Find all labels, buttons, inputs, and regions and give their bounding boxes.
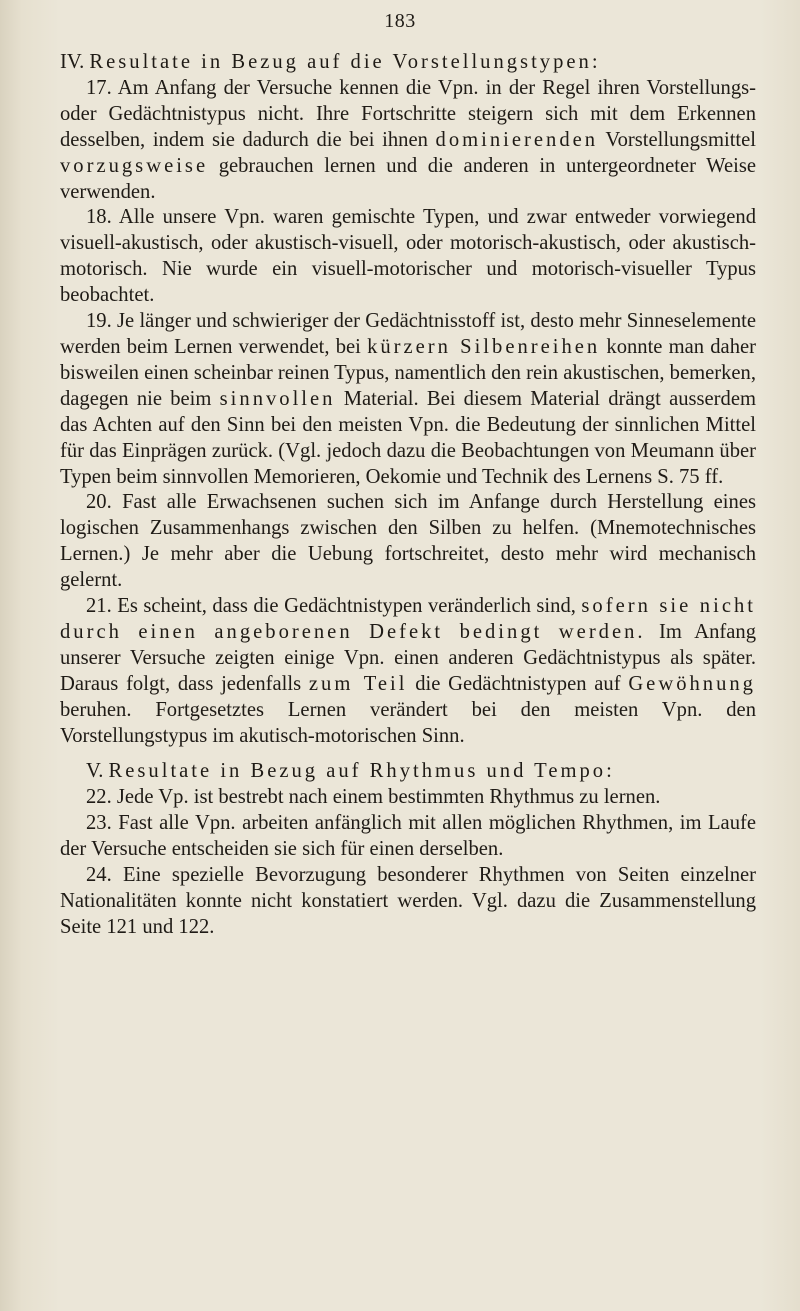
emphasis-kuerzern-silbenreihen: kürzern Silbenreihen [367, 335, 601, 358]
paragraph-24-number: 24. [86, 864, 112, 887]
paragraph-17: 17. Am Anfang der Versuche kennen die Vpn. in der Regel ihren Vorstellungs- oder Gedächtnistypus nicht. Ihre Fortschritte steigern sich mit dem Erkennen desselben, indem sie dadurch die bei ihnen dominierenden Vorstellungsmittel vorzugsweise gebrauchen lernen und die anderen in untergeordneter Weise verwenden. [60, 76, 757, 203]
emphasis-zum-teil: zum Teil [308, 672, 408, 695]
emphasis-gewoehnung: Gewöhnung [628, 672, 756, 695]
section-v-numeral: V. [86, 760, 104, 783]
section-v-title: Resultate in Bezug auf Rhythmus und Tempo: [108, 760, 615, 783]
paragraph-21-number: 21. [86, 595, 112, 618]
paragraph-18-number: 18. [86, 206, 112, 229]
paragraph-23-number: 23. [86, 812, 112, 835]
paragraph-20: 20. Fast alle Erwachsenen suchen sich im Anfange durch Herstellung eines logischen Zusammenhangs zwischen den Silben zu helfen. (Mnemotechnisches Lernen.) Je mehr aber die Uebung fortschreitet, desto mehr wird mechanisch gelernt. [60, 491, 756, 592]
section-v-heading [60, 759, 756, 785]
paragraph-23: 23. Fast alle Vpn. arbeiten anfänglich mit allen möglichen Rhythmen, im Laufe der Versuche entscheiden sie sich für einen derselben. [60, 812, 756, 861]
emphasis-angeborenen-defekt: sofern sie nicht durch einen angeborenen Defekt bedingt werden. [60, 595, 756, 643]
paragraph-22-number: 22. [86, 786, 112, 809]
paragraph-20-number: 20. [86, 491, 112, 514]
section-iv-title: Resultate in Bezug auf die Vorstellungstypen: [89, 51, 601, 73]
emphasis-sinnvollen: sinnvollen [219, 387, 336, 410]
emphasis-dominierenden: dominierenden [435, 128, 599, 151]
section-iv-numeral: IV. [60, 51, 85, 73]
paragraph-19-number: 19. [86, 310, 112, 333]
paragraph-21: 21. Es scheint, dass die Gedächtnistypen veränderlich sind, sofern sie nicht durch einen angeborenen Defekt bedingt werden. Im Anfang unserer Versuche zeigten einige Vpn. einen anderen Gedächtnistypus als später. Daraus folgt, dass jedenfalls zum Teil die Gedächtnistypen auf Gewöhnung beruhen. Fortgesetztes Lernen verändert bei den meisten Vpn. den Vorstellungstypus im akutisch-motorischen Sinn. [60, 595, 756, 747]
paragraph-19: 19. Je länger und schwieriger der Gedächtnisstoff ist, desto mehr Sinneselemente werden beim Lernen verwendet, bei kürzern Silbenreihen konnte man daher bisweilen einen scheinbar reinen Typus, namentlich den rein akustischen, bemerken, dagegen nie beim sinnvollen Material. Bei diesem Material drängt ausserdem das Achten auf den Sinn bei den meisten Vpn. die Bedeutung der sinnlichen Mittel für das Einprägen zurück. (Vgl. jedoch dazu die Beobachtungen von Meumann über Typen beim sinnvollen Memorieren, Oekomie und Technik des Lernens S. 75 ff. [60, 310, 756, 488]
paragraph-18: 18. Alle unsere Vpn. waren gemischte Typen, und zwar entweder vorwiegend visuell-akustisch, oder akustisch-visuell, oder motorisch-akustisch, oder akustisch-motorisch. Nie wurde ein visuell-motorischer und motorisch-visueller Typus beobachtet. [60, 206, 756, 307]
paragraph-22: 22. Jede Vp. ist bestrebt nach einem bestimmten Rhythmus zu lernen. [86, 786, 661, 809]
page-number: 183 [384, 10, 416, 32]
paragraph-17-number: 17. [86, 76, 112, 99]
page-body [60, 50, 756, 941]
section-iv-heading [60, 50, 756, 76]
paragraph-24: 24. Eine spezielle Bevorzugung besonderer Rhythmen von Seiten einzelner Nationalitäten konnte nicht konstatiert werden. Vgl. dazu die Zusammenstellung Seite 121 und 122. [60, 864, 757, 938]
emphasis-vorzugsweise: vorzugsweise [60, 154, 209, 177]
